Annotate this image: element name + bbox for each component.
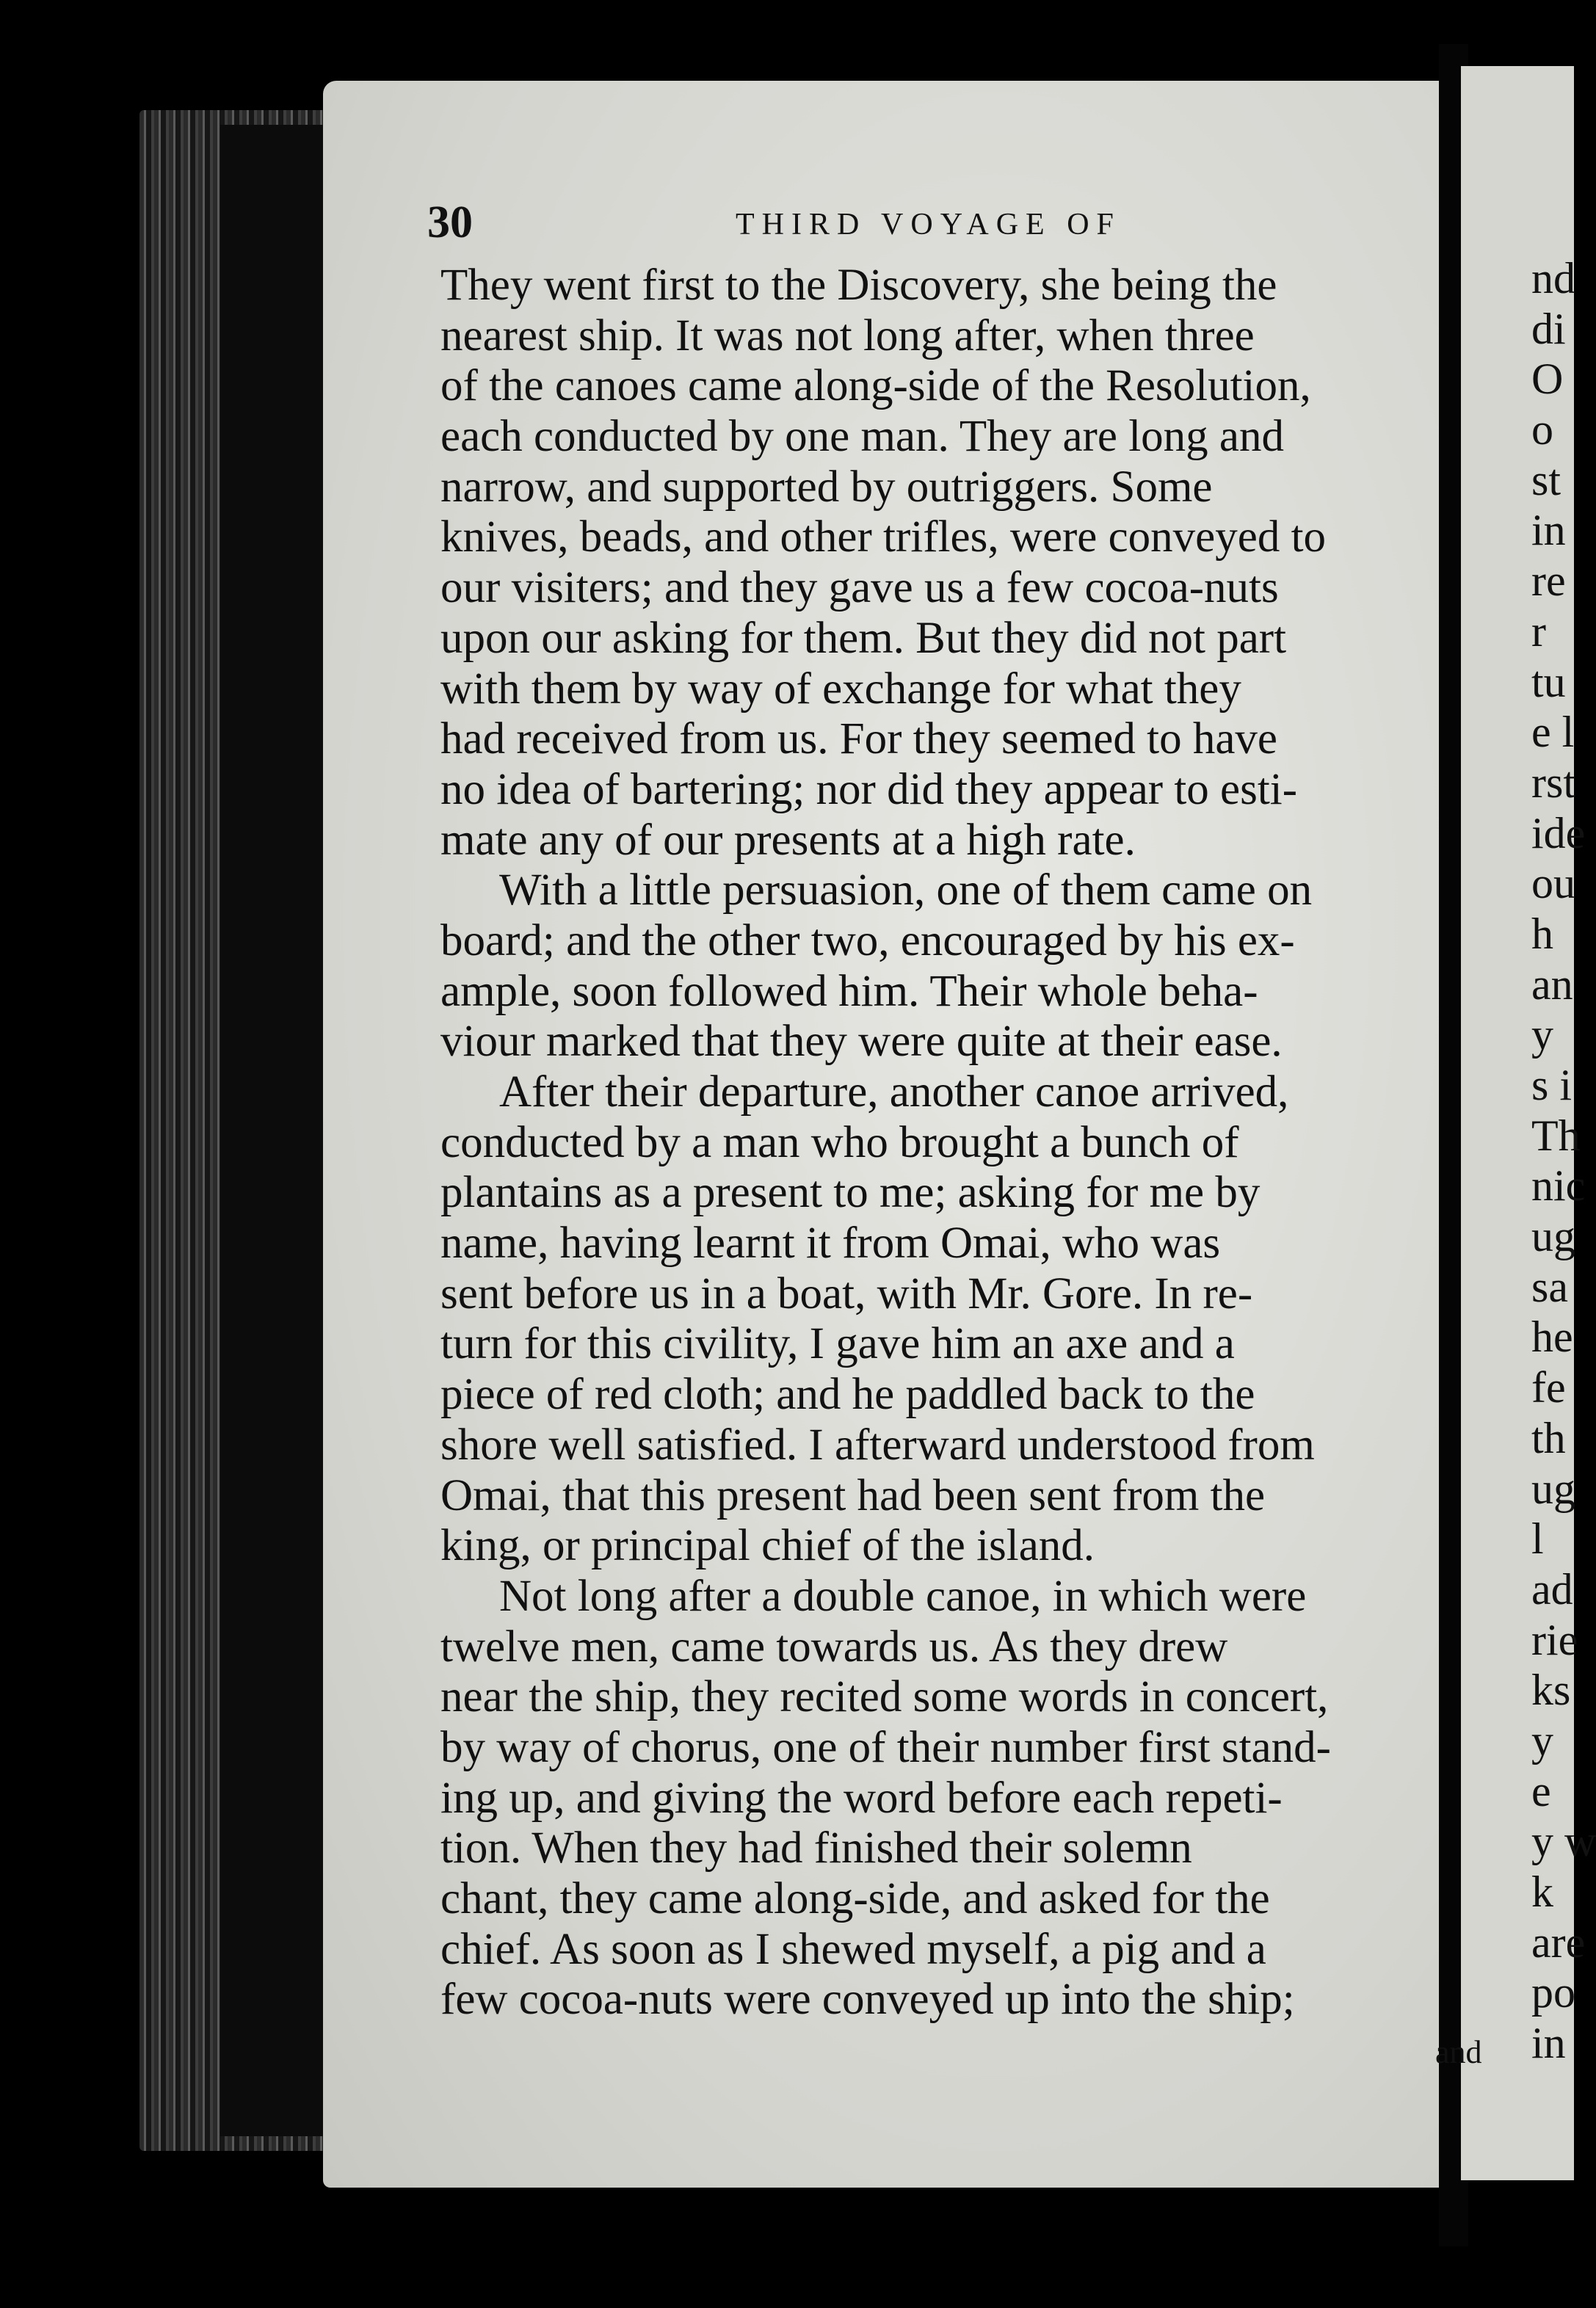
text-line: plantains as a present to me; asking for me by bbox=[440, 1168, 1261, 1218]
text-line: mate any of our presents at a high rate. bbox=[440, 815, 1136, 865]
text-line: upon our asking for them. But they did not part bbox=[440, 613, 1287, 663]
text-line: by way of chorus, one of their number first stand- bbox=[440, 1722, 1331, 1772]
text-line: near the ship, they recited some words in concert, bbox=[440, 1672, 1329, 1722]
text-line: chief. As soon as I shewed myself, a pig and a bbox=[440, 1924, 1266, 1974]
facing-page-fragment: an bbox=[1531, 959, 1573, 1009]
facing-page-fragment: y w bbox=[1531, 1817, 1596, 1866]
page-header bbox=[427, 197, 1440, 255]
catchword: and bbox=[1435, 2034, 1482, 2070]
facing-page-fragment: rie bbox=[1531, 1615, 1578, 1664]
text-line: tion. When they had finished their solemn bbox=[440, 1823, 1192, 1873]
facing-page-fragment: re bbox=[1531, 556, 1566, 606]
facing-page-fragment: in bbox=[1531, 506, 1566, 555]
book-spine-shadow bbox=[220, 125, 338, 2136]
facing-page-fragment: O bbox=[1531, 355, 1564, 404]
text-line: chant, they came along-side, and asked for the bbox=[440, 1874, 1270, 1923]
facing-page-fragment: ad bbox=[1531, 1564, 1573, 1614]
facing-page-fragment: r bbox=[1531, 606, 1546, 656]
body-text bbox=[440, 261, 1446, 2025]
text-line: of the canoes came along-side of the Resolution, bbox=[440, 361, 1311, 411]
facing-page-fragment: ide bbox=[1531, 808, 1586, 857]
facing-page-fragment: tu bbox=[1531, 657, 1566, 706]
text-line: sent before us in a boat, with Mr. Gore. In re- bbox=[440, 1269, 1253, 1318]
facing-page-fragment: fe bbox=[1531, 1363, 1566, 1412]
facing-page-fragment: rst bbox=[1531, 758, 1575, 807]
text-line: with them by way of exchange for what they bbox=[440, 664, 1241, 714]
facing-page-fragment: Th bbox=[1531, 1111, 1581, 1160]
facing-page-fragment: in bbox=[1531, 2019, 1566, 2068]
facing-page-fragment: nd bbox=[1531, 254, 1575, 302]
facing-page-text-fragments bbox=[1531, 253, 1596, 2069]
text-line: turn for this civility, I gave him an axe and a bbox=[440, 1319, 1235, 1369]
facing-page-fragment: are bbox=[1531, 1917, 1586, 1967]
text-line: king, or principal chief of the island. bbox=[440, 1521, 1095, 1571]
facing-page-fragment: h bbox=[1531, 909, 1553, 958]
text-line: our visiters; and they gave us a few cocoa-nuts bbox=[440, 563, 1279, 613]
text-line: viour marked that they were quite at their ease. bbox=[440, 1017, 1283, 1067]
text-line: name, having learnt it from Omai, who was bbox=[440, 1219, 1221, 1269]
facing-page-fragment: ug bbox=[1531, 1464, 1575, 1513]
facing-page-fragment: ug bbox=[1531, 1212, 1575, 1261]
facing-page-fragment: o bbox=[1531, 405, 1553, 454]
facing-page-fragment: ks bbox=[1531, 1666, 1571, 1715]
text-line: ing up, and giving the word before each repeti- bbox=[440, 1773, 1283, 1823]
text-line: Omai, that this present had been sent from the bbox=[440, 1470, 1266, 1520]
text-line: shore well satisfied. I afterward understood from bbox=[440, 1420, 1315, 1470]
text-line: piece of red cloth; and he paddled back to the bbox=[440, 1370, 1255, 1420]
text-line: After their departure, another canoe arrived, bbox=[499, 1067, 1289, 1117]
facing-page-fragment: l bbox=[1531, 1514, 1544, 1564]
text-line: no idea of bartering; nor did they appear to esti- bbox=[440, 764, 1298, 814]
facing-page-fragment: ou bbox=[1531, 859, 1575, 908]
facing-page-fragment: st bbox=[1531, 455, 1561, 504]
text-line: Not long after a double canoe, in which were bbox=[499, 1571, 1307, 1621]
text-line: narrow, and supported by outriggers. Some bbox=[440, 462, 1213, 512]
text-line: board; and the other two, encouraged by his ex- bbox=[440, 915, 1295, 965]
running-head: THIRD VOYAGE OF bbox=[736, 208, 1121, 242]
facing-page-fragment: y bbox=[1531, 1716, 1553, 1765]
text-line: knives, beads, and other trifles, were conveyed to bbox=[440, 512, 1327, 562]
facing-page-fragment: nic bbox=[1531, 1161, 1586, 1211]
facing-page-fragment: e bbox=[1531, 1766, 1551, 1815]
facing-page-fragment: y bbox=[1531, 1010, 1553, 1059]
text-line: With a little persuasion, one of them came on bbox=[499, 866, 1313, 915]
facing-page-fragment: e l bbox=[1531, 708, 1575, 757]
facing-page-fragment: di bbox=[1531, 304, 1566, 353]
facing-page-fragment: he bbox=[1531, 1313, 1573, 1362]
facing-page-fragment: k bbox=[1531, 1868, 1553, 1916]
text-line: few cocoa-nuts were conveyed up into the ship; bbox=[440, 1975, 1295, 2025]
facing-page-fragment: th bbox=[1531, 1413, 1566, 1462]
page-number: 30 bbox=[427, 197, 473, 247]
text-line: each conducted by one man. They are long and bbox=[440, 412, 1284, 462]
text-line: had received from us. For they seemed to have bbox=[440, 714, 1277, 764]
facing-page-fragment: po bbox=[1531, 1968, 1575, 2017]
text-line: twelve men, came towards us. As they drew bbox=[440, 1622, 1228, 1672]
text-line: nearest ship. It was not long after, when three bbox=[440, 311, 1255, 360]
text-line: conducted by a man who brought a bunch of bbox=[440, 1117, 1239, 1167]
text-line: They went first to the Discovery, she being the bbox=[440, 261, 1277, 310]
facing-page-fragment: sa bbox=[1531, 1262, 1568, 1311]
text-line: ample, soon followed him. Their whole beha- bbox=[440, 966, 1258, 1016]
facing-page-fragment: s i bbox=[1531, 1061, 1573, 1109]
